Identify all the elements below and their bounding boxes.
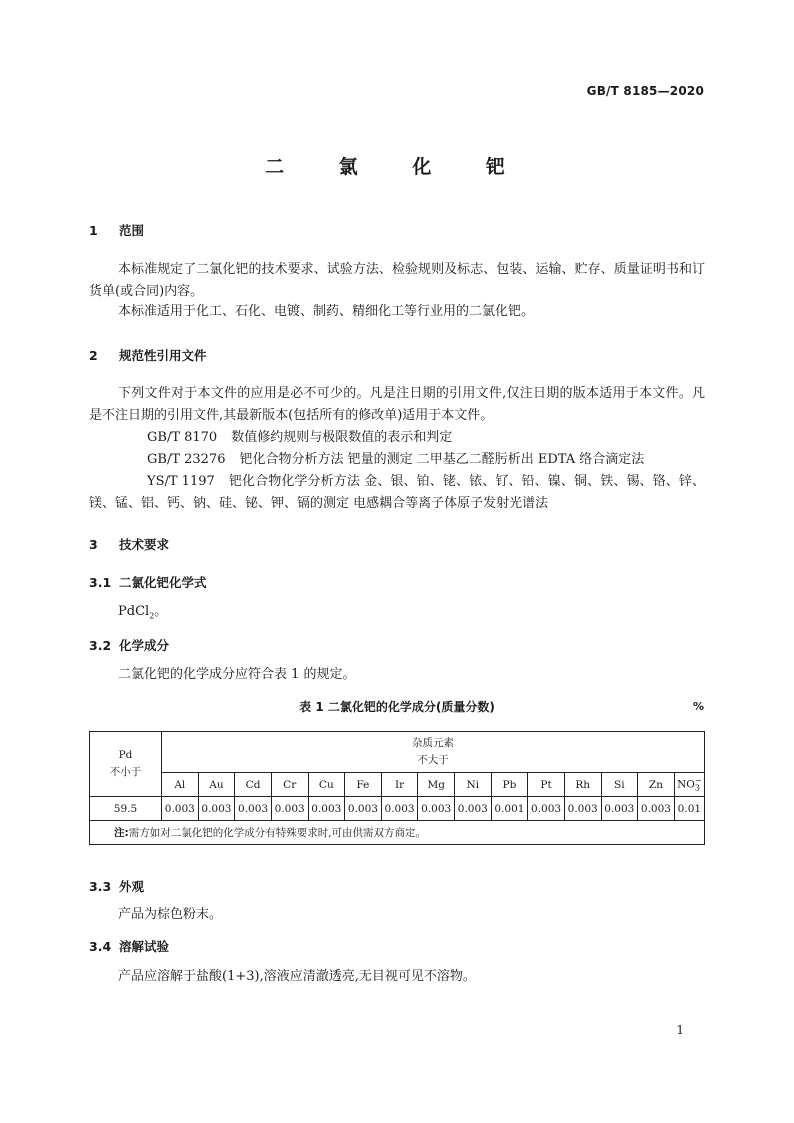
table-note [90, 821, 705, 845]
section-3-2-heading [89, 636, 169, 654]
section-3-heading [89, 535, 169, 553]
element-header: Ir [381, 773, 418, 797]
section-1-heading [89, 221, 144, 239]
table-title: 表 1 二氯化钯的化学成分(质量分数) [299, 700, 495, 714]
impurity-value: 0.003 [162, 797, 199, 821]
section-3-3-heading [89, 877, 144, 895]
composition-paragraph: 二氯化钯的化学成分应符合表 1 的规定。 [118, 667, 356, 682]
impurity-value: 0.003 [528, 797, 565, 821]
section-2-heading [89, 346, 207, 364]
section-number: 3.1 [89, 575, 112, 590]
table-header-row [90, 732, 705, 773]
dissolution-paragraph: 产品应溶解于盐酸(1+3),溶液应清澈透亮,无目视可见不溶物。 [118, 969, 476, 984]
formula-subscript: 2 [149, 611, 155, 621]
references-intro: 下列文件对于本文件的应用是必不可少的。凡是注日期的引用文件,仅注日期的版本适用于本文件。凡是不注日期的引用文件,其最新版本(包括所有的修改单)适用于本文件。 [89, 386, 705, 423]
impurity-value: 0.003 [638, 797, 675, 821]
impurity-value: 0.003 [235, 797, 272, 821]
element-header: Zn [638, 773, 675, 797]
scope-paragraph: 本标准规定了二氯化钯的技术要求、试验方法、检验规则及标志、包装、运输、贮存、质量证明书和订货单(或合同)内容。 [89, 262, 705, 299]
section-title: 技术要求 [119, 537, 170, 552]
impurity-label: 杂质元素 [412, 737, 454, 749]
section-number: 2 [89, 348, 98, 363]
element-header: Rh [564, 773, 601, 797]
impurity-value: 0.003 [381, 797, 418, 821]
impurity-value: 0.001 [491, 797, 528, 821]
reference-code: YS/T 1197 [147, 474, 215, 489]
section-title: 规范性引用文件 [119, 348, 207, 363]
element-header: Cu [308, 773, 345, 797]
impurity-value: 0.003 [601, 797, 638, 821]
element-header: Mg [418, 773, 455, 797]
impurity-value: 0.003 [455, 797, 492, 821]
element-header: Cd [235, 773, 272, 797]
section-3-4-heading [89, 937, 169, 955]
standard-code: GB/T 8185—2020 [586, 84, 704, 98]
section-title: 溶解试验 [119, 939, 170, 954]
document-title: 二 氯 化 钯 [265, 156, 529, 178]
section-number: 3.4 [89, 939, 112, 954]
section-number: 1 [89, 223, 98, 238]
table-row [90, 797, 705, 821]
reference-code: GB/T 8170 [147, 430, 218, 445]
scope-applicability: 本标准适用于化工、石化、电镀、制药、精细化工等行业用的二氯化钯。 [118, 304, 535, 319]
impurity-value: 0.003 [308, 797, 345, 821]
reference-title: 数值修约规则与极限数值的表示和判定 [231, 430, 453, 445]
table-unit: % [692, 700, 704, 713]
element-header: Pb [491, 773, 528, 797]
nitrate-superscript: − [694, 776, 702, 786]
pd-sub: 不小于 [109, 766, 142, 778]
impurity-value: 0.003 [271, 797, 308, 821]
appearance-paragraph: 产品为棕色粉末。 [118, 907, 223, 922]
section-3-1-heading [89, 573, 207, 591]
impurity-value: 0.003 [345, 797, 382, 821]
element-header: Al [162, 773, 199, 797]
section-title: 外观 [119, 879, 145, 894]
reference-title: 钯化合物分析方法 钯量的测定 二甲基乙二醛肟析出 EDTA 络合滴定法 [239, 452, 645, 467]
formula-main: PdCl [118, 604, 150, 619]
note-text: 需方如对二氯化钯的化学成分有特殊要求时,可由供需双方商定。 [128, 827, 427, 839]
page-number: 1 [676, 1023, 684, 1037]
impurity-value: 0.01 [674, 797, 704, 821]
nitrate-base: NO [677, 778, 695, 791]
impurity-header-cell [162, 732, 705, 773]
reference-code: GB/T 23276 [147, 452, 226, 467]
section-title: 二氯化钯化学式 [119, 575, 207, 590]
impurity-value: 0.003 [564, 797, 601, 821]
impurity-sub: 不大于 [417, 754, 449, 766]
section-number: 3.2 [89, 638, 112, 653]
table-note-row [90, 821, 705, 845]
reference-item [89, 449, 705, 471]
element-header: Ni [455, 773, 492, 797]
element-header: Si [601, 773, 638, 797]
impurity-value: 0.003 [418, 797, 455, 821]
pd-header-cell [90, 732, 162, 797]
reference-item [89, 427, 705, 449]
element-header-nitrate [674, 773, 704, 797]
element-header: Fe [345, 773, 382, 797]
section-number: 3 [89, 537, 98, 552]
section-title: 化学成分 [119, 638, 170, 653]
formula-end: 。 [154, 604, 168, 619]
reference-title: 钯化合物化学分析方法 金、银、铂、铑、铱、钌、铅、镍、铜、铁、锡、铬、锌、镁、锰、铝、钙、钠、硅、铋、钾、镉的测定 电感耦合等离子体原子发射光谱法 [89, 474, 705, 511]
pd-label: Pd [118, 749, 133, 761]
impurity-value: 0.003 [198, 797, 235, 821]
section-title: 范围 [119, 223, 145, 238]
element-header: Au [198, 773, 235, 797]
note-label: 注: [114, 827, 129, 839]
table-element-row [90, 773, 705, 797]
reference-item [89, 471, 705, 515]
element-header: Pt [528, 773, 565, 797]
nitrate-subscript: 3 [694, 783, 700, 793]
section-number: 3.3 [89, 879, 112, 894]
chemical-formula [118, 601, 708, 628]
pd-value: 59.5 [90, 797, 162, 821]
element-header: Cr [271, 773, 308, 797]
composition-table [89, 731, 705, 845]
